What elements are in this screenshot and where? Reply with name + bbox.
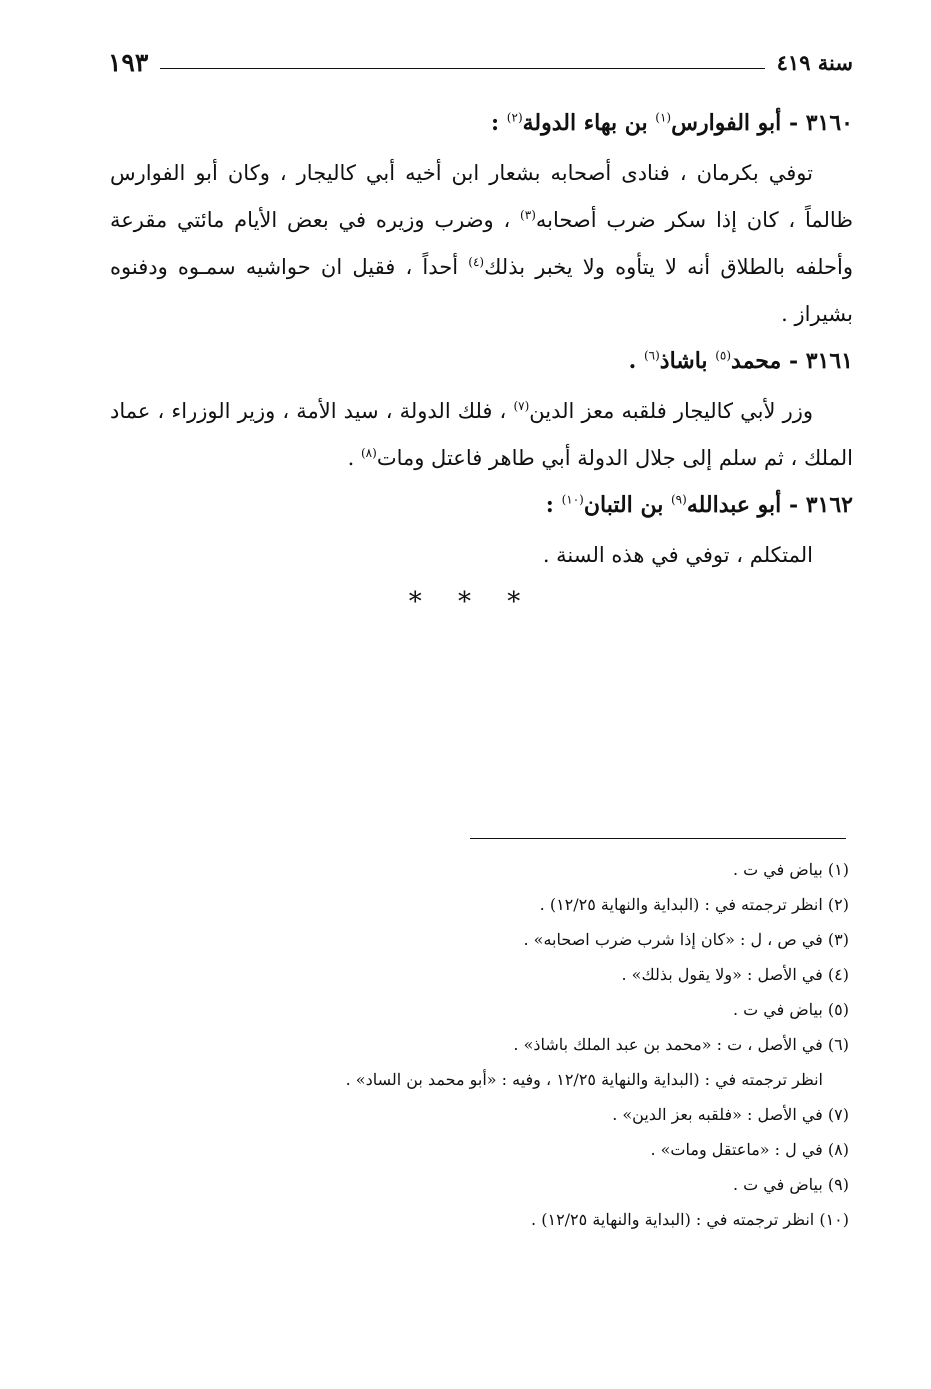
entry-number: ٣١٦١ -: [781, 348, 853, 374]
entry-title-end: :: [545, 492, 562, 518]
entry-title: [110, 346, 853, 376]
entry-name: بن بهاء الدولة: [522, 110, 656, 136]
footnote-ref[interactable]: (٩): [670, 492, 687, 507]
footnote-ref[interactable]: (١٠): [561, 492, 584, 507]
main-text: [110, 108, 853, 617]
entry-paragraph: [110, 532, 853, 579]
footnote-ref[interactable]: (٨): [360, 446, 377, 460]
section-separator: * * *: [408, 587, 535, 617]
entry-name: أبو عبدالله: [686, 492, 782, 518]
paragraph-text: وزر لأبي كاليجار فلقبه معز الدين: [529, 399, 813, 423]
entry-title-end: .: [628, 348, 644, 374]
footnote-ref[interactable]: (٥): [715, 348, 732, 363]
entry-paragraph: [110, 388, 853, 482]
entry-name: باشاذ: [659, 348, 716, 374]
page-number: ١٩٣: [108, 47, 149, 77]
entry-title-end: :: [491, 110, 507, 136]
running-head: سنة ٤١٩: [776, 49, 853, 75]
footnote-ref[interactable]: (٦): [643, 348, 660, 363]
entry-number: ٣١٦٠ -: [781, 110, 853, 136]
entry-title: [110, 108, 853, 138]
footnote: (٨) في ل : «ماعتقل ومات» .: [650, 1140, 849, 1159]
paragraph-text: ، وضرب وزيره في بعض الأيام مائتي مقرعة وأحلفه بالطلاق أنه لا يتأوه ولا يخبر بذلك: [110, 208, 853, 279]
footnote: (٥) بياض في ت .: [732, 1000, 849, 1019]
footnote-continuation: انظر ترجمته في : (البداية والنهاية ١٢/٢٥ ، وفيه : «أبو محمد بن الساد» .: [345, 1070, 823, 1089]
footnote: (١٠) انظر ترجمته في : (البداية والنهاية ١٢/٢٥) .: [531, 1210, 849, 1229]
page-header: [108, 40, 853, 84]
entry-paragraph: [110, 150, 853, 338]
paragraph-text: .: [347, 446, 361, 470]
entry-name: أبو الفوارس: [671, 110, 782, 136]
paragraph-text: أحداً ، فقيل ان حواشيه سمـوه ودفنوه بشيراز .: [110, 255, 853, 326]
header-rule: [160, 68, 764, 69]
footnote-ref[interactable]: (١): [655, 110, 672, 125]
entry-title: [110, 490, 853, 520]
footnote: (١) بياض في ت .: [732, 860, 849, 879]
footnote-ref[interactable]: (٢): [506, 110, 523, 125]
entry-name: بن التبان: [583, 492, 671, 518]
footnote: (٦) في الأصل ، ت : «محمد بن عبد الملك باشاذ» .: [513, 1035, 849, 1054]
paragraph-text: المتكلم ، توفي في هذه السنة .: [542, 543, 813, 567]
footnote: (٣) في ص ، ل : «كان إذا شرب ضرب اصحابه» .: [523, 930, 849, 949]
footnote-ref[interactable]: (٧): [513, 399, 530, 413]
paragraph-text: توفي بكرمان ، فنادى أصحابه بشعار ابن أخيه أبي كاليجار ، وكان أبو الفوارس ظالماً ، كان إذا سكر ضرب أصحابه: [110, 161, 853, 232]
footnote-ref[interactable]: (٣): [520, 208, 536, 222]
footnote: (٤) في الأصل : «ولا يقول بذلك» .: [621, 965, 849, 984]
footnote-ref[interactable]: (٤): [468, 255, 485, 269]
footnotes: [200, 852, 849, 1237]
paragraph-text: ، فلك الدولة ، سيد الأمة ، وزير الوزراء ، عماد الملك ، ثم سلم إلى جلال الدولة أبي طاهر فاعتل ومات: [110, 399, 853, 470]
footnote: (٧) في الأصل : «فلقبه بعز الدين» .: [612, 1105, 849, 1124]
footnote: (٩) بياض في ت .: [732, 1175, 849, 1194]
footnote: (٢) انظر ترجمته في : (البداية والنهاية ١٢/٢٥) .: [539, 895, 849, 914]
entry-name: محمد: [731, 348, 782, 374]
footnote-rule: [470, 838, 846, 839]
entry-number: ٣١٦٢ -: [781, 492, 853, 518]
